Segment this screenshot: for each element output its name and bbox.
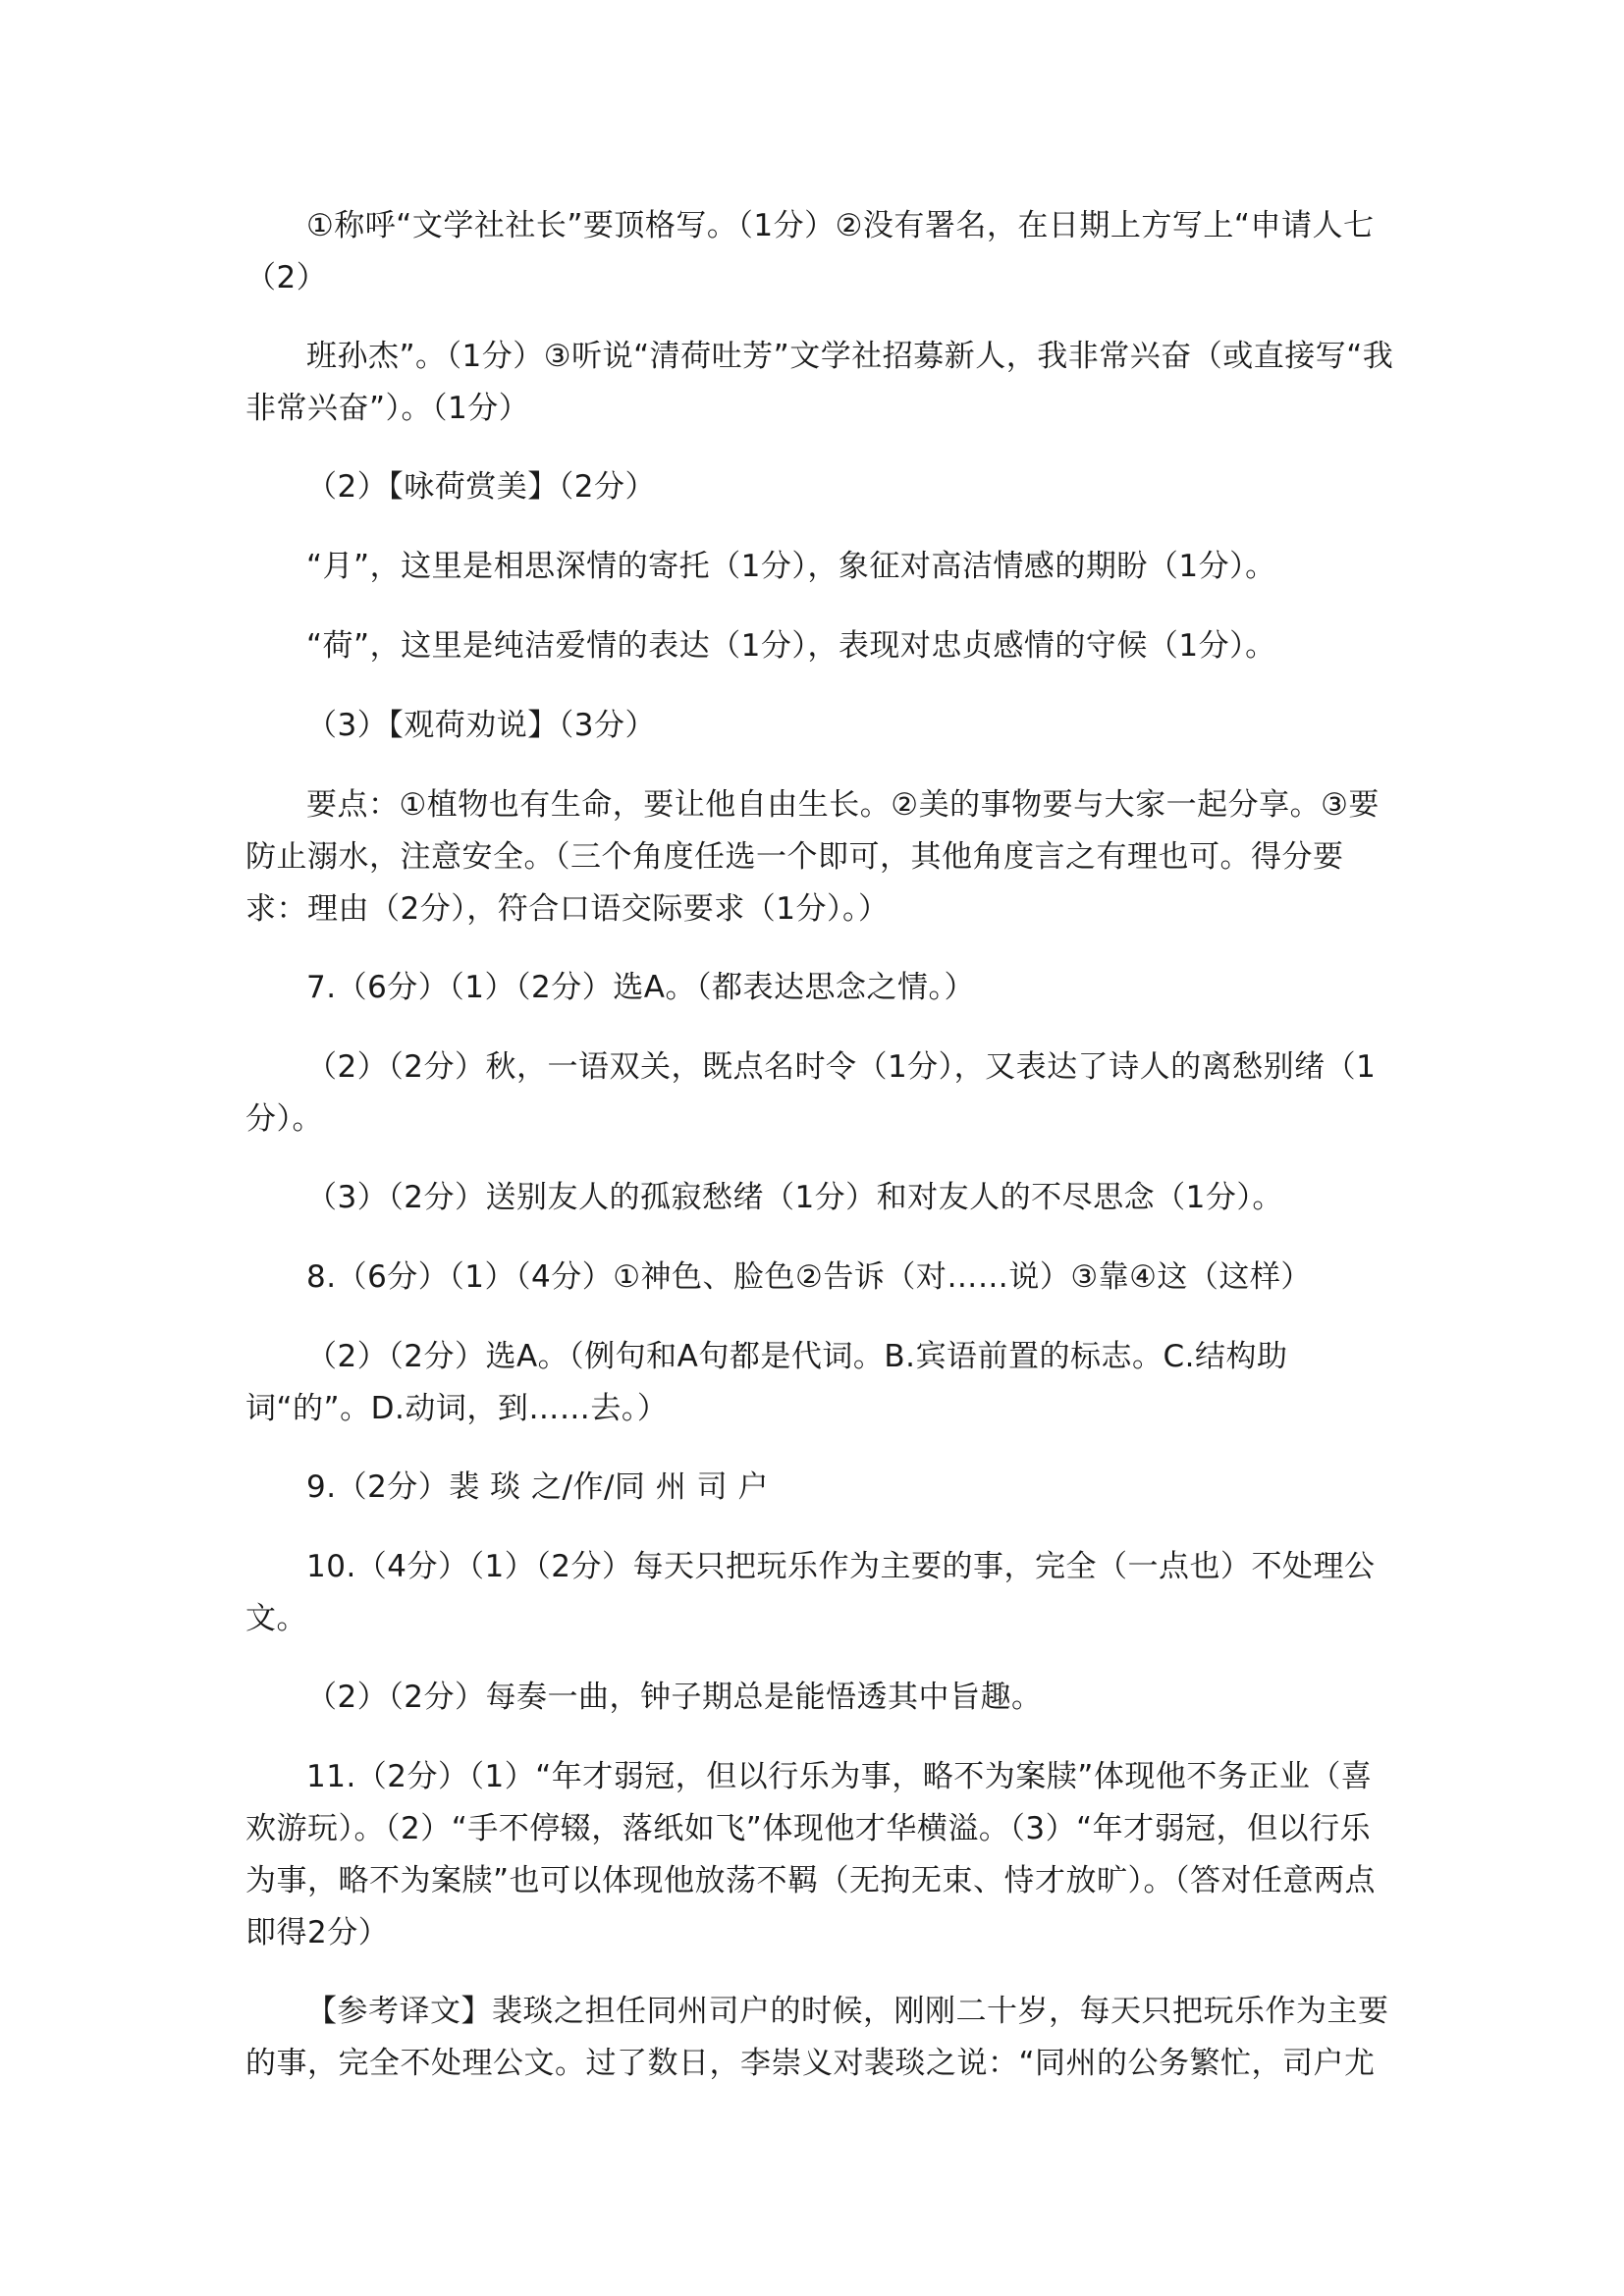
paragraph-answer-1-cont: 班孙杰”。（1分）③听说“清荷吐芳”文学社招募新人，我非常兴奋（或直接写“我非常兴奋”）。（1分） xyxy=(245,339,1394,426)
paragraph-question-10: 10.（4分）（1）（2分）每天只把玩乐作为主要的事，完全（一点也）不处理公文。 xyxy=(245,1549,1376,1636)
paragraph-question-8: 8.（6分）（1）（4分）①神色、脸色②告诉（对……说）③靠④这（这样） xyxy=(306,1259,1312,1295)
paragraph-answer-1: ①称呼“文学社社长”要顶格写。（1分）②没有署名，在日期上方写上“申请人七（2） xyxy=(245,208,1375,295)
paragraph-question-11: 11.（2分）（1）“年才弱冠，但以行乐为事，略不为案牍”体现他不务正业（喜欢游玩）。（2）“手不停辍，落纸如飞”体现他才华横溢。（3）“年才弱冠，但以行乐为事，略不为案牍”也可以体现他放荡不羁（无拘无束、恃才放旷）。（答对任意两点即得2分） xyxy=(245,1759,1377,1950)
paragraph-question-8-2: （2）（2分）选A。（例句和A句都是代词。B.宾语前置的标志。C.结构助词“的”。D.动词，到……去。） xyxy=(245,1339,1288,1426)
paragraph-question-7: 7.（6分）（1）（2分）选A。（都表达思念之情。） xyxy=(306,970,975,1005)
paragraph-lotus: “荷”，这里是纯洁爱情的表达（1分），表现对忠贞感情的守候（1分）。 xyxy=(306,628,1276,664)
paragraph-question-7-3: （3）（2分）送别友人的孤寂愁绪（1分）和对友人的不尽思念（1分）。 xyxy=(306,1180,1283,1215)
paragraph-question-9: 9.（2分）裴 琰 之/作/同 州 司 户 xyxy=(306,1469,769,1505)
paragraph-question-7-2: （2）（2分）秋，一语双关，既点名时令（1分），又表达了诗人的离愁别绪（1分）。 xyxy=(245,1049,1377,1137)
paragraph-question-10-2: （2）（2分）每奏一曲，钟子期总是能悟透其中旨趣。 xyxy=(306,1680,1043,1715)
paragraph-key-points: 要点：①植物也有生命，要让他自由生长。②美的事物要与大家一起分享。③要防止溺水，注意安全。（三个角度任选一个即可，其他角度言之有理也可。得分要求：理由（2分），符合口语交际要求（1分）。） xyxy=(245,787,1380,927)
paragraph-moon: “月”，这里是相思深情的寄托（1分），象征对高洁情感的期盼（1分）。 xyxy=(306,549,1276,584)
paragraph-reference-translation: 【参考译文】裴琰之担任同州司户的时候，刚刚二十岁，每天只把玩乐作为主要的事，完全不处理公文。过了数日，李崇义对裴琰之说：“同州的公务繁忙，司户尤 xyxy=(245,1994,1389,2081)
paragraph-heading-guanhe: （3）【观荷劝说】（3分） xyxy=(306,708,656,743)
paragraph-heading-yonghe: （2）【咏荷赏美】（2分） xyxy=(306,469,656,505)
